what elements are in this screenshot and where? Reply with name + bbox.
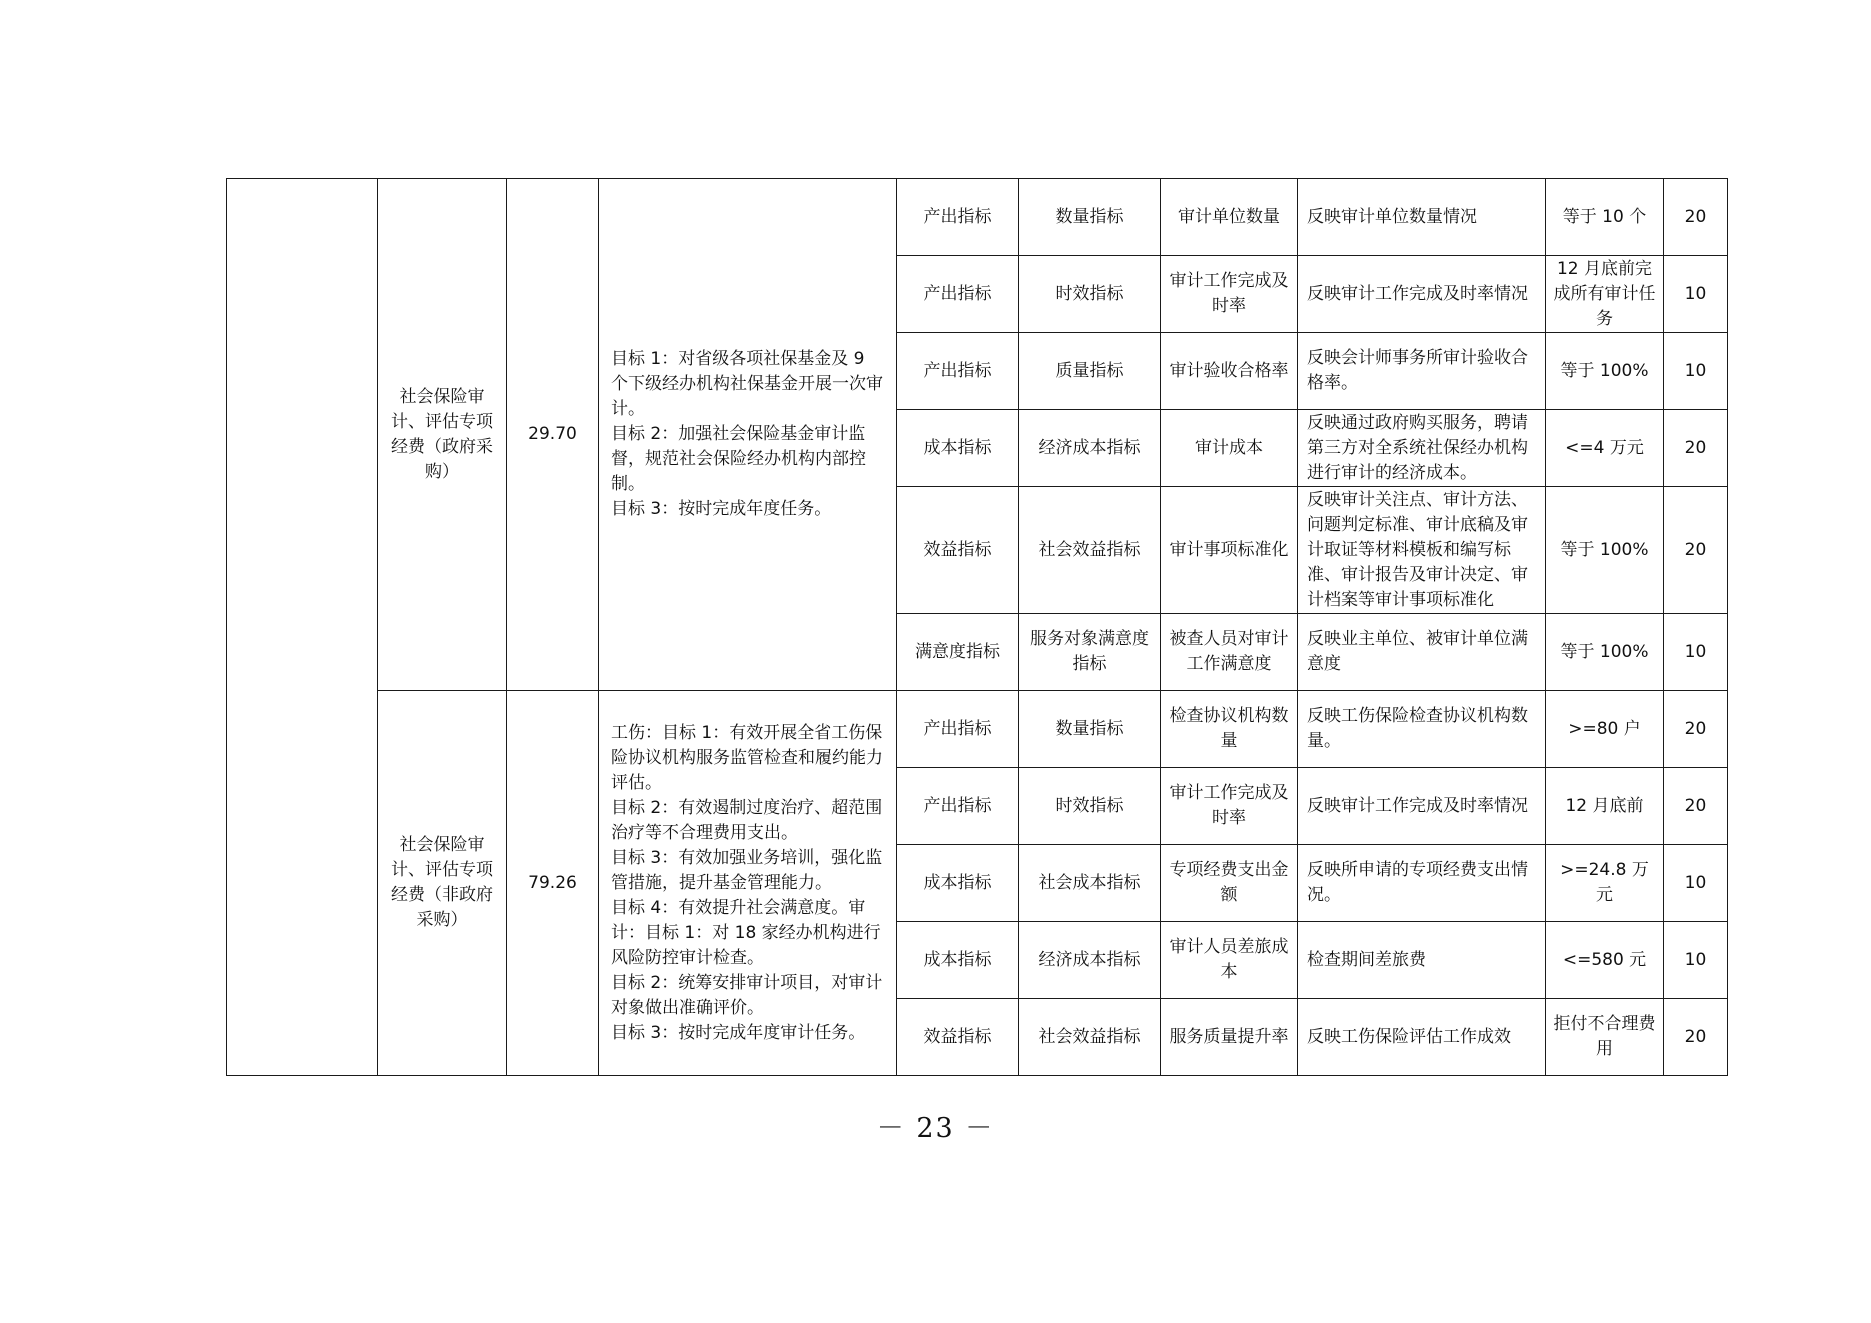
level1-indicator-cell: 效益指标: [897, 999, 1019, 1076]
project-name-cell: 社会保险审计、评估专项经费（政府采购）: [378, 179, 507, 691]
indicator-description-cell: 反映工伤保险评估工作成效: [1298, 999, 1546, 1076]
indicator-description-cell: 反映工伤保险检查协议机构数量。: [1298, 691, 1546, 768]
indicator-weight-cell: 10: [1664, 614, 1728, 691]
goal-line: 目标 2：统筹安排审计项目，对审计对象做出准确评价。: [611, 972, 883, 1018]
level3-indicator-cell: 审计工作完成及时率: [1161, 768, 1298, 845]
level1-indicator-cell: 产出指标: [897, 333, 1019, 410]
indicator-value-cell: 12 月底前完成所有审计任务: [1546, 256, 1664, 333]
goal-line: 目标 3：有效加强业务培训，强化监管措施，提升基金管理能力。: [611, 847, 883, 893]
blank-merged-cell: [227, 179, 378, 1076]
indicator-description-cell: 反映审计关注点、审计方法、问题判定标准、审计底稿及审计取证等材料模板和编写标准、审计报告及审计决定、审计档案等审计事项标准化: [1298, 487, 1546, 614]
performance-table-wrapper: [226, 178, 1727, 1076]
level2-indicator-cell: 社会效益指标: [1019, 487, 1161, 614]
amount-cell: 29.70: [507, 179, 599, 691]
indicator-weight-cell: 20: [1664, 768, 1728, 845]
level1-indicator-cell: 成本指标: [897, 922, 1019, 999]
page-number: － 23 －: [876, 1113, 995, 1144]
level2-indicator-cell: 时效指标: [1019, 256, 1161, 333]
goal-line: 目标 1：对省级各项社保基金及 9 个下级经办机构社保基金开展一次审计。: [611, 349, 883, 419]
performance-goals-table: [226, 178, 1728, 1076]
goal-line: 目标 3：按时完成年度审计任务。: [611, 1022, 866, 1043]
indicator-description-cell: 反映所申请的专项经费支出情况。: [1298, 845, 1546, 922]
indicator-description-cell: 反映审计单位数量情况: [1298, 179, 1546, 256]
level3-indicator-cell: 服务质量提升率: [1161, 999, 1298, 1076]
indicator-description-cell: 检查期间差旅费: [1298, 922, 1546, 999]
level1-indicator-cell: 产出指标: [897, 691, 1019, 768]
level3-indicator-cell: 审计工作完成及时率: [1161, 256, 1298, 333]
level1-indicator-cell: 成本指标: [897, 845, 1019, 922]
indicator-weight-cell: 20: [1664, 179, 1728, 256]
level3-indicator-cell: 审计成本: [1161, 410, 1298, 487]
level3-indicator-cell: 审计验收合格率: [1161, 333, 1298, 410]
indicator-weight-cell: 10: [1664, 922, 1728, 999]
level1-indicator-cell: 产出指标: [897, 179, 1019, 256]
indicator-value-cell: 12 月底前: [1546, 768, 1664, 845]
level3-indicator-cell: 被查人员对审计工作满意度: [1161, 614, 1298, 691]
level2-indicator-cell: 经济成本指标: [1019, 922, 1161, 999]
level2-indicator-cell: 数量指标: [1019, 691, 1161, 768]
indicator-weight-cell: 10: [1664, 256, 1728, 333]
level3-indicator-cell: 检查协议机构数量: [1161, 691, 1298, 768]
level2-indicator-cell: 质量指标: [1019, 333, 1161, 410]
indicator-value-cell: 等于 100%: [1546, 333, 1664, 410]
indicator-weight-cell: 10: [1664, 845, 1728, 922]
level1-indicator-cell: 产出指标: [897, 768, 1019, 845]
indicator-description-cell: 反映业主单位、被审计单位满意度: [1298, 614, 1546, 691]
level3-indicator-cell: 审计人员差旅成本: [1161, 922, 1298, 999]
indicator-description-cell: 反映会计师事务所审计验收合格率。: [1298, 333, 1546, 410]
table-row: [227, 691, 1728, 768]
indicator-weight-cell: 20: [1664, 410, 1728, 487]
project-name-cell: 社会保险审计、评估专项经费（非政府采购）: [378, 691, 507, 1076]
indicator-weight-cell: 10: [1664, 333, 1728, 410]
indicator-weight-cell: 20: [1664, 487, 1728, 614]
indicator-weight-cell: 20: [1664, 691, 1728, 768]
level3-indicator-cell: 专项经费支出金额: [1161, 845, 1298, 922]
level3-indicator-cell: 审计事项标准化: [1161, 487, 1298, 614]
level1-indicator-cell: 满意度指标: [897, 614, 1019, 691]
goal-line: 工伤：目标 1：有效开展全省工伤保险协议机构服务监管检查和履约能力评估。: [611, 722, 883, 793]
level2-indicator-cell: 服务对象满意度指标: [1019, 614, 1161, 691]
table-row: [227, 179, 1728, 256]
level1-indicator-cell: 效益指标: [897, 487, 1019, 614]
goal-cell: [599, 179, 897, 691]
goal-line: 目标 2：有效遏制过度治疗、超范围治疗等不合理费用支出。: [611, 797, 883, 843]
indicator-weight-cell: 20: [1664, 999, 1728, 1076]
indicator-value-cell: >=80 户: [1546, 691, 1664, 768]
amount-cell: 79.26: [507, 691, 599, 1076]
level1-indicator-cell: 成本指标: [897, 410, 1019, 487]
indicator-value-cell: 等于 100%: [1546, 487, 1664, 614]
level2-indicator-cell: 社会成本指标: [1019, 845, 1161, 922]
level3-indicator-cell: 审计单位数量: [1161, 179, 1298, 256]
indicator-value-cell: 拒付不合理费用: [1546, 999, 1664, 1076]
level2-indicator-cell: 数量指标: [1019, 179, 1161, 256]
goal-line: 目标 2：加强社会保险基金审计监督，规范社会保险经办机构内部控制。: [611, 424, 866, 494]
indicator-description-cell: 反映审计工作完成及时率情况: [1298, 768, 1546, 845]
level2-indicator-cell: 社会效益指标: [1019, 999, 1161, 1076]
indicator-value-cell: 等于 10 个: [1546, 179, 1664, 256]
indicator-description-cell: 反映通过政府购买服务，聘请第三方对全系统社保经办机构进行审计的经济成本。: [1298, 410, 1546, 487]
level2-indicator-cell: 经济成本指标: [1019, 410, 1161, 487]
goal-line: 目标 3：按时完成年度任务。: [611, 499, 832, 519]
indicator-value-cell: <=580 元: [1546, 922, 1664, 999]
indicator-value-cell: >=24.8 万元: [1546, 845, 1664, 922]
indicator-value-cell: <=4 万元: [1546, 410, 1664, 487]
indicator-description-cell: 反映审计工作完成及时率情况: [1298, 256, 1546, 333]
level1-indicator-cell: 产出指标: [897, 256, 1019, 333]
goal-line: 目标 4：有效提升社会满意度。审计：目标 1：对 18 家经办机构进行风险防控审计检查。: [611, 897, 881, 968]
level2-indicator-cell: 时效指标: [1019, 768, 1161, 845]
indicator-value-cell: 等于 100%: [1546, 614, 1664, 691]
goal-cell: [599, 691, 897, 1076]
